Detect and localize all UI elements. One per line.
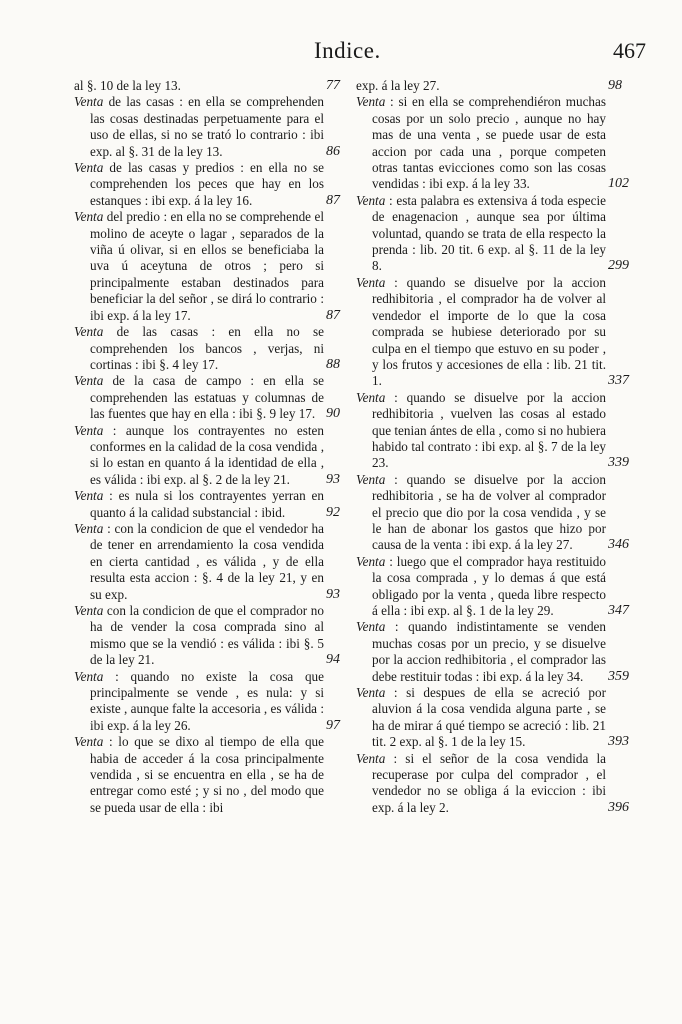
index-column-right <box>356 78 629 816</box>
entry-text <box>356 390 606 471</box>
index-entry <box>356 274 629 390</box>
entry-body: del predio : en ella no se comprehende el molino de aceyte o lagar , separados de la viña ú olivar, si en ellos se beneficiaba la uva ú aceytuna de otros ; pero si principalmente estaban destinados para beneficiar la del señor , se dirá lo contrario : ibi exp. á la ley 17. <box>90 209 324 323</box>
entry-headword: Venta <box>74 324 104 340</box>
entry-body: : quando no existe la cosa que principalmente se vende , es nula: y si existe , aunque falte la accesoria , es válida : ibi exp. á la ley 26. <box>90 668 324 733</box>
entry-text <box>356 751 606 815</box>
entry-body: de las casas y predios : en ella no se comprehenden los peces que hay en los estanques : ibi exp. á la ley 16. <box>90 160 324 208</box>
index-entry <box>356 78 622 94</box>
entry-page-ref: 98 <box>608 78 622 93</box>
entry-headword: Venta <box>74 520 104 536</box>
index-entry <box>74 488 340 521</box>
entry-text <box>74 324 324 372</box>
entry-body: : si el señor de la cosa vendida la recuperase por culpa del comprador , el vendedor no se obliga á la eviccion : ibi exp. á la ley 2. <box>372 750 606 815</box>
entry-page-ref: 93 <box>326 471 340 487</box>
entry-headword: Venta <box>356 553 386 569</box>
entry-headword: Venta <box>74 603 104 618</box>
entry-page-ref: 396 <box>608 799 629 815</box>
entry-page-ref: 77 <box>326 78 340 93</box>
entry-page-ref: 102 <box>608 176 629 192</box>
entry-headword: Venta <box>356 192 386 208</box>
entry-text <box>356 193 606 274</box>
entry-text <box>356 78 440 93</box>
entry-page-ref: 337 <box>608 373 629 389</box>
entry-headword: Venta <box>356 274 386 290</box>
entry-text <box>74 160 324 208</box>
entry-text <box>74 78 181 93</box>
index-entry <box>356 471 629 554</box>
index-column-left <box>74 78 340 816</box>
entry-text <box>356 94 606 191</box>
index-entry <box>74 422 340 489</box>
entry-body: de las casas : en ella se comprehenden las cosas destinadas perpetuamente para el uso de ellas, si no se trató lo contrario : ibi exp. al §. 31 de la ley 13. <box>90 94 324 159</box>
entry-headword: Venta <box>74 668 104 684</box>
entry-body: : si despues de ella se acreció por aluvion á la cosa vendida alguna parte , se ha de mirar á qué tiempo se acreció : lib. 21 tit. 2 exp. al §. 1 de la ley 15. <box>372 685 606 750</box>
entry-text <box>356 275 606 388</box>
entry-page-ref: 339 <box>608 455 629 471</box>
entry-body: con la condicion de que el comprador no ha de vender la cosa comprada sino al mismo que se la vendió : es válida : ibi §. 5 de la ley 21. <box>90 603 324 668</box>
entry-body: : quando indistintamente se venden muchas cosas por un precio, y se disuelve por la accion redhibitoria , el comprador las debe restituir todas : ibi exp. á la ley 34. <box>372 619 606 684</box>
entry-text <box>74 209 324 322</box>
entry-body: al §. 10 de la ley 13. <box>74 78 181 93</box>
entry-body: : lo que se dixo al tiempo de ella que habia de acceder á la cosa principalmente vendida , si se encuentra en ella , se ha de entregar como esté ; y si no , del modo que se pueda usar de ella : ibi <box>90 734 324 815</box>
entry-page-ref: 90 <box>326 406 340 422</box>
entry-page-ref: 93 <box>326 586 340 602</box>
entry-body: : luego que el comprador haya restituido la cosa comprada , y lo demas á que está obligado por la venta , queda libre respecto á ella : ibi exp. al §. 1 de la ley 29. <box>372 553 606 618</box>
entry-body: de la casa de campo : en ella se comprehenden las estatuas y columnas de las fuentes que hay en ella : ibi §. 9 ley 17. <box>90 373 324 422</box>
entry-page-ref: 299 <box>608 258 629 274</box>
entry-page-ref: 94 <box>326 652 340 668</box>
entry-body: de las casas : en ella no se comprehenden los bancos , verjas, ni cortinas : ibi §. 4 ley 17. <box>90 324 324 372</box>
entry-headword: Venta <box>356 685 386 701</box>
entry-headword: Venta <box>356 619 386 635</box>
index-entry <box>356 619 629 685</box>
index-entry <box>356 553 629 620</box>
entry-page-ref: 87 <box>326 192 340 208</box>
entry-text <box>74 488 324 519</box>
entry-body: : quando se disuelve por la accion redhibitoria , vuelven las cosas al estado que tenian ántes de ella , como si no hubiera habido tal contrato : ibi exp. al §. 7 de la ley 23. <box>372 389 606 471</box>
index-entry <box>74 209 340 324</box>
entry-text <box>356 472 606 553</box>
index-entry <box>356 389 629 472</box>
page-title: Indice. <box>314 38 381 63</box>
index-entry <box>74 520 340 603</box>
entry-body: : si en ella se comprehendiéron muchas cosas por un solo precio , aunque no hay mas de una venta , se puede usar de esta accion por cada una , porque competen otras tantas evicciones como son las cosas vendidas : ibi exp. á la ley 33. <box>372 94 606 192</box>
entry-headword: Venta <box>74 488 104 504</box>
entry-body: : quando se disuelve por la accion redhibitoria , el comprador ha de volver al vendedor el importe de lo que la cosa comprada se hubiese deteriorado por su culpa en el tiempo que estuvo en su poder , y los frutos y accesiones de ella : lib. 21 tit. 1. <box>372 274 606 389</box>
entry-body: : quando se disuelve por la accion redhibitoria , se ha de volver al comprador el precio que dio por la cosa vendida , y se le han de abonar los gastos que hizo por causa de la venta : ibi exp. á la ley 27. <box>372 471 606 553</box>
entry-body: : es nula si los contrayentes yerran en quanto á la calidad substancial : ibid. <box>90 488 324 520</box>
entry-page-ref: 347 <box>608 603 629 618</box>
entry-page-ref: 87 <box>326 307 340 323</box>
entry-body: : con la condicion de que el vendedor ha de tener en arrendamiento la cosa vendida en cierta cantidad , es válida , y de ella resulta esta accion : §. 4 de la ley 21, y en su exp. <box>90 520 324 602</box>
index-entry <box>74 324 340 373</box>
page-number: 467 <box>613 38 646 63</box>
entry-text <box>74 373 324 421</box>
entry-page-ref: 393 <box>608 734 629 750</box>
entry-text <box>74 423 324 487</box>
entry-page-ref: 92 <box>326 504 340 520</box>
entry-text <box>74 603 324 667</box>
entry-headword: Venta <box>74 94 104 110</box>
entry-headword: Venta <box>356 750 386 766</box>
entry-headword: Venta <box>356 389 386 405</box>
index-entry <box>356 94 629 192</box>
page-header <box>0 38 682 72</box>
index-entry <box>74 160 340 209</box>
entry-headword: Venta <box>356 471 386 487</box>
entry-page-ref: 346 <box>608 537 629 553</box>
index-entry <box>356 750 629 817</box>
entry-page-ref: 88 <box>326 356 340 372</box>
entry-text <box>356 685 606 749</box>
entry-text <box>74 521 324 602</box>
index-entry <box>74 78 340 94</box>
entry-body: : esta palabra es extensiva á toda especie de enagenacion , aunque sea por última voluntad, quando se trata de ella respecto la prenda : lib. 20 tit. 6 exp. al §. 11 de la ley 8. <box>372 192 606 274</box>
index-entry <box>74 94 340 160</box>
entry-page-ref: 359 <box>608 668 629 684</box>
entry-text <box>356 619 606 683</box>
index-entry <box>74 668 340 735</box>
index-entry <box>74 373 340 422</box>
index-entry <box>356 192 629 275</box>
entry-page-ref: 86 <box>326 143 340 159</box>
entry-headword: Venta <box>356 94 386 110</box>
entry-text <box>356 554 606 618</box>
entry-headword: Venta <box>74 422 104 438</box>
entry-text <box>74 94 324 158</box>
entry-headword: Venta <box>74 209 104 225</box>
index-entry <box>74 603 340 669</box>
entry-page-ref: 97 <box>326 717 340 733</box>
index-entry <box>356 685 629 751</box>
entry-headword: Venta <box>74 734 104 750</box>
entry-headword: Venta <box>74 373 104 389</box>
entry-headword: Venta <box>74 160 104 176</box>
entry-text <box>74 734 324 815</box>
entry-body: exp. á la ley 27. <box>356 78 440 93</box>
index-entry <box>74 734 324 816</box>
entry-body: : aunque los contrayentes no esten conformes en la calidad de la cosa vendida , si lo estan en quanto á la identidad de ella , es válida : ibi exp. al §. 2 de la ley 21. <box>90 422 324 487</box>
entry-text <box>74 669 324 733</box>
